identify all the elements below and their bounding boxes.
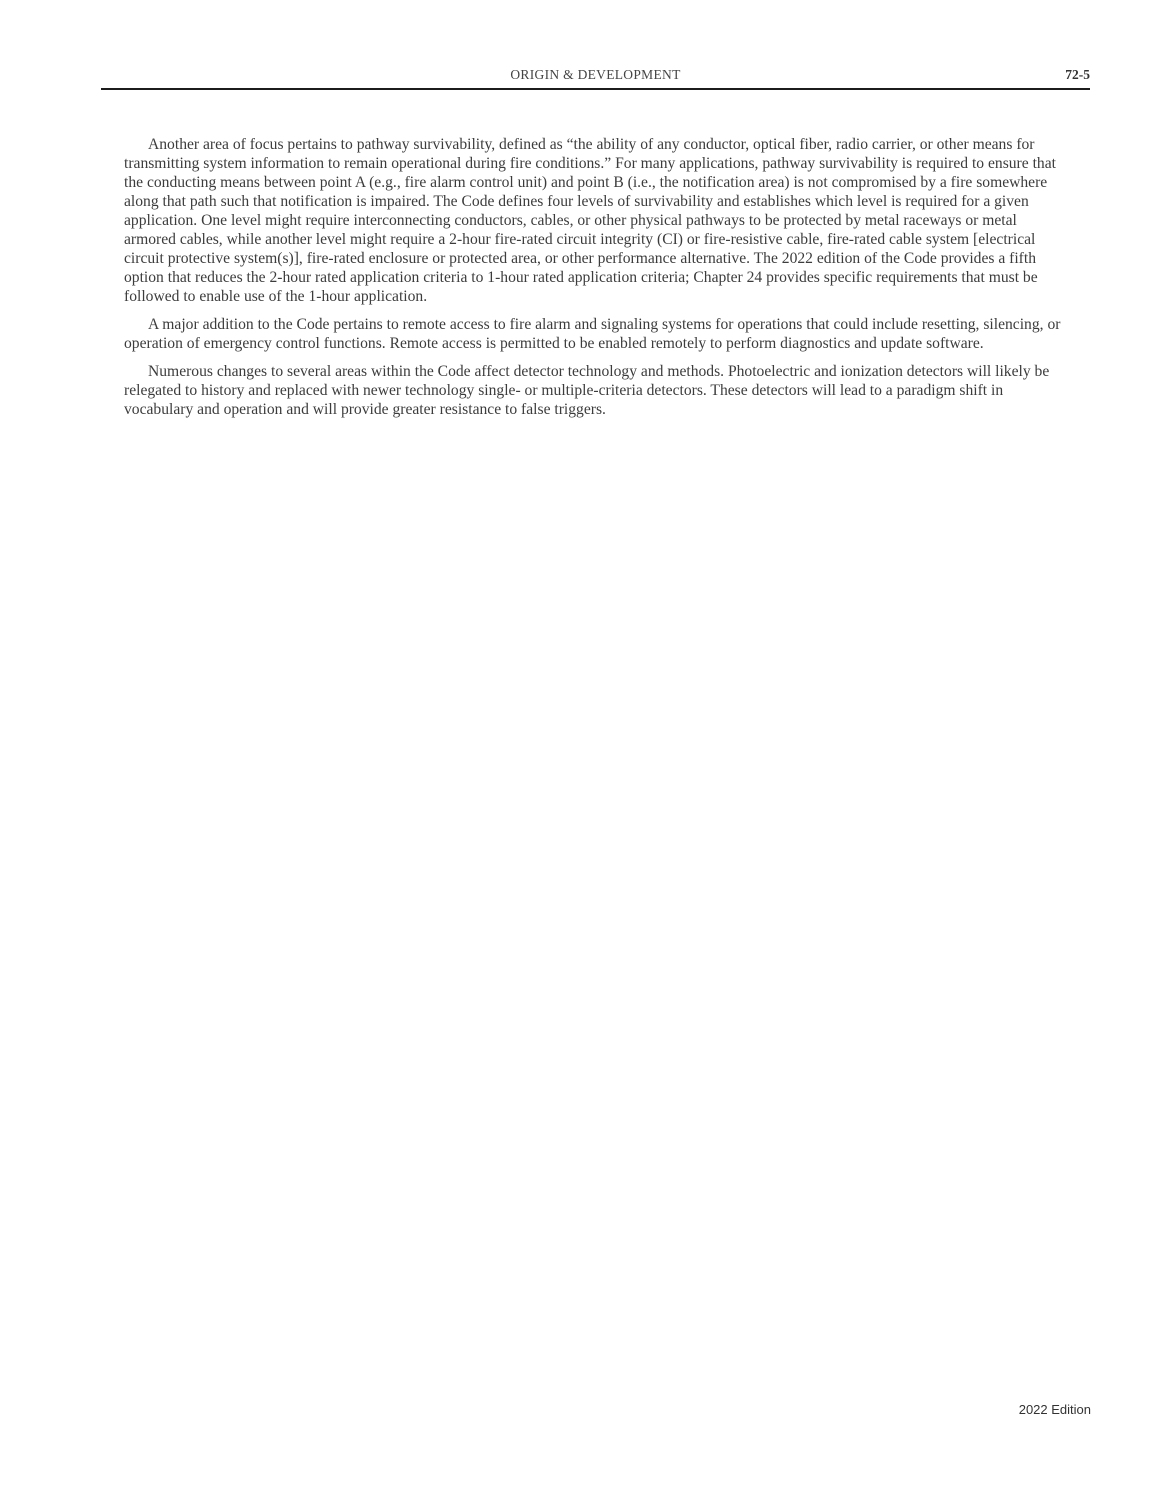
paragraph-pathway-survivability: Another area of focus pertains to pathway survivability, defined as “the ability of any conductor, optical fiber, radio carrier, or other means for transmitting system information to remain operational during fire conditions.” For many applications, pathway survivability is required to ensure that the conducting means between point A (e.g., fire alarm control unit) and point B (i.e., the notification area) is not compromised by a fire somewhere along that path such that notification is impaired. The Code defines four levels of survivability and establishes which level is required for a given application. One level might require interconnecting conductors, cables, or other physical pathways to be protected by metal raceways or metal armored cables, while another level might require a 2-hour fire-rated circuit integrity (CI) or fire-resistive cable, fire-rated cable system [electrical circuit protective system(s)], fire-rated enclosure or protected area, or other performance alternative. The 2022 edition of the Code provides a fifth option that reduces the 2-hour rated application criteria to 1-hour rated application criteria; Chapter 24 provides specific requirements that must be followed to enable use of the 1-hour application. bbox=[124, 136, 1056, 305]
edition-footer: 2022 Edition bbox=[1018, 1402, 1091, 1417]
paragraph-remote-access: A major addition to the Code pertains to remote access to fire alarm and signaling systems for operations that could include resetting, silencing, or operation of emergency control functions. Remote access is permitted to be enabled remotely to perform diagnostics and update software. bbox=[124, 316, 1061, 352]
running-header bbox=[101, 66, 1090, 90]
body-text bbox=[124, 135, 1068, 428]
paragraph-detector-technology: Numerous changes to several areas within the Code affect detector technology and methods. Photoelectric and ionization detectors will likely be relegated to history and replaced with newer technology single- or multiple-criteria detectors. These detectors will lead to a paradigm shift in vocabulary and operation and will provide greater resistance to false triggers. bbox=[124, 363, 1050, 418]
section-title: ORIGIN & DEVELOPMENT bbox=[510, 67, 681, 82]
page-number: 72-5 bbox=[1065, 67, 1090, 82]
